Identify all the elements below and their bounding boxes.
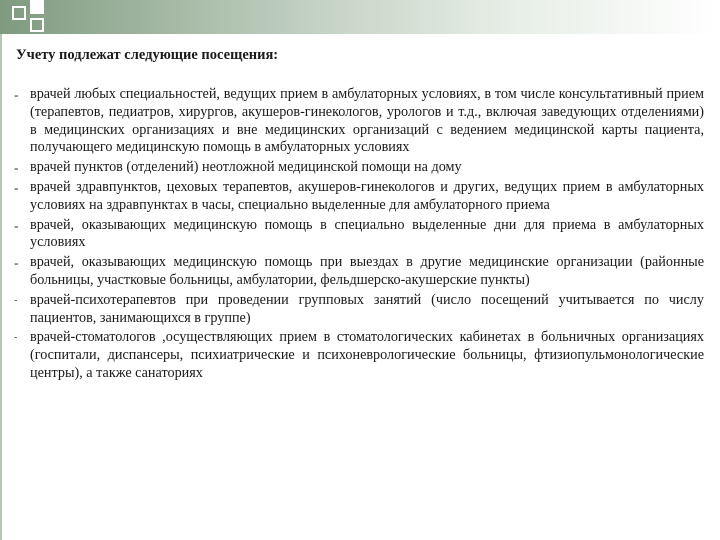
list-item (14, 179, 704, 215)
header-decoration-bar (0, 0, 720, 34)
list-item-text: врачей пунктов (отделений) неотложной медицинской помощи на дому (30, 159, 462, 176)
dash-bullet: - (14, 217, 19, 233)
list-item-text: врачей-психотерапевтов при проведении групповых занятий (число посещений учитывается по числу пациентов, занимающихся в группе) (30, 291, 704, 326)
dash-bullet: - (14, 255, 19, 271)
decorative-square (30, 18, 44, 32)
dash-bullet: - (14, 294, 18, 306)
decorative-squares (12, 0, 72, 34)
dash-bullet: - (14, 87, 19, 102)
dash-bullet: - (14, 332, 18, 344)
list-item (14, 254, 704, 290)
visit-types-list (14, 86, 704, 383)
dash-bullet: - (14, 160, 19, 176)
list-item (14, 292, 704, 328)
list-item (14, 86, 704, 157)
list-item-text: врачей здравпунктов, цеховых терапевтов, акушеров-гинекологов и других, ведущих прием в амбулаторных условиях на здравпунктах в часы, специально выделенные для амбулаторного приема (30, 178, 704, 213)
slide-content (14, 46, 704, 385)
slide-heading: Учету подлежат следующие посещения: (16, 47, 279, 63)
left-border-line (0, 34, 2, 540)
list-item (14, 329, 704, 382)
decorative-square (30, 0, 44, 14)
list-item-text: врачей, оказывающих медицинскую помощь в специально выделенные дни для приема в амбулаторных условиях (30, 216, 704, 251)
decorative-square (12, 6, 26, 20)
list-item (14, 159, 704, 177)
list-item-text: врачей, оказывающих медицинскую помощь при выездах в другие медицинские организации (районные больницы, участковые больницы, амбулатории, фельдшерско-акушерские пункты) (30, 254, 704, 288)
list-item (14, 217, 704, 253)
dash-bullet: - (14, 179, 19, 195)
list-item-text: врачей любых специальностей, ведущих прием в амбулаторных условиях, в том числе консультативный прием (терапевтов, педиатров, хирургов, акушеров-гинекологов, урологов и т.д., включая заведующих отделениями) в медицинских организациях и вне медицинских организаций с ведением медицинской карты пациента, получающего медицинскую помощь в амбулаторных условиях (30, 86, 704, 156)
list-item-text: врачей-стоматологов ,осуществляющих прием в стоматологических кабинетах в больничных организациях (госпитали, диспансеры, психиатрические и психоневрологические больницы, фтизиопульмонологические центры), а также санаториях (30, 329, 704, 381)
